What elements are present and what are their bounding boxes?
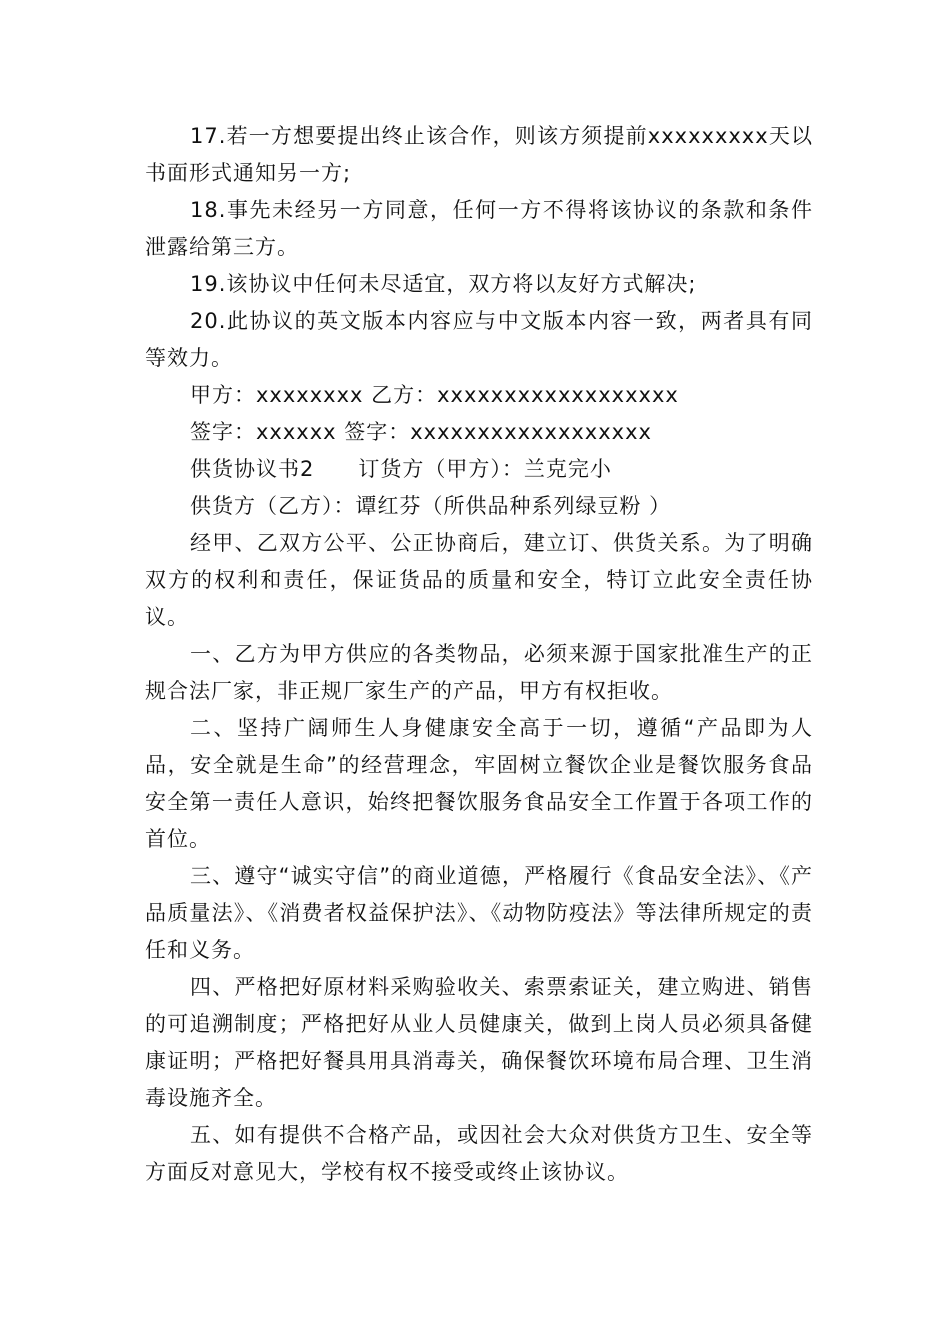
article-4: 四、严格把好原材料采购验收关、索票索证关，建立购进、销售的可追溯制度；严格把好从业人员健康关，做到上岗人员必须具备健康证明；严格把好餐具用具消毒关，确保餐饮环境布局合理、卫生消毒设施齐全。 — [145, 975, 813, 1110]
clause-18: 18.事先未经另一方同意，任何一方不得将该协议的条款和条件泄露给第三方。 — [145, 198, 813, 259]
article-5: 五、如有提供不合格产品，或因社会大众对供货方卫生、安全等方面反对意见大，学校有权不接受或终止该协议。 — [145, 1123, 813, 1184]
agreement-2-heading: 供货协议书2 订货方（甲方）：兰克完小 — [190, 457, 612, 481]
clause-20: 20.此协议的英文版本内容应与中文版本内容一致，两者具有同等效力。 — [145, 309, 813, 370]
preamble: 经甲、乙双方公平、公正协商后，建立订、供货关系。为了明确双方的权利和责任，保证货品的质量和安全，特订立此安全责任协议。 — [145, 531, 813, 629]
article-1: 一、乙方为甲方供应的各类物品，必须来源于国家批准生产的正规合法厂家，非正规厂家生产的产品，甲方有权拒收。 — [145, 642, 813, 703]
party-line: 甲方：xxxxxxxx 乙方：xxxxxxxxxxxxxxxxxx — [190, 383, 679, 407]
document-body — [145, 118, 813, 1191]
clause-17: 17.若一方想要提出终止该合作，则该方须提前xxxxxxxxx天以书面形式通知另一方; — [145, 124, 813, 185]
signature-line: 签字：xxxxxx 签字：xxxxxxxxxxxxxxxxxx — [190, 420, 652, 444]
article-3: 三、遵守“诚实守信”的商业道德，严格履行《食品安全法》、《产品质量法》、《消费者权益保护法》、《动物防疫法》等法律所规定的责任和义务。 — [145, 864, 813, 962]
article-2: 二、坚持广阔师生人身健康安全高于一切，遵循“产品即为人品，安全就是生命”的经营理念，牢固树立餐饮企业是餐饮服务食品安全第一责任人意识，始终把餐饮服务食品安全工作置于各项工作的首位。 — [145, 716, 813, 851]
clause-19: 19.该协议中任何未尽适宜，双方将以友好方式解决; — [190, 272, 697, 296]
supplier-line: 供货方（乙方）：谭红芬（所供品种系列绿豆粉 ） — [190, 494, 672, 518]
